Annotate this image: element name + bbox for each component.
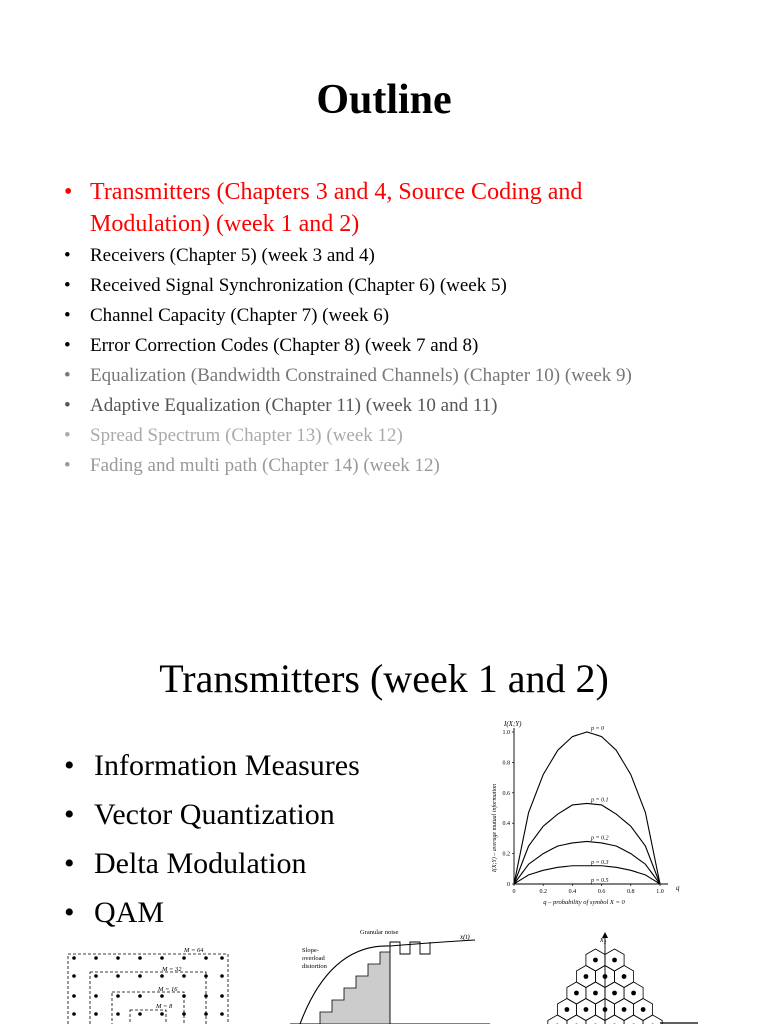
lattice-hexagon bbox=[548, 1015, 567, 1024]
outline-item bbox=[64, 176, 704, 240]
qam-point bbox=[72, 974, 76, 978]
qam-constellation-figure bbox=[60, 940, 240, 1024]
outline-item-text: Adaptive Equalization (Chapter 11) (week 10 and 11) bbox=[90, 395, 498, 416]
qam-point bbox=[116, 956, 120, 960]
qam-boundary-32 bbox=[90, 972, 206, 1024]
lattice-point bbox=[612, 958, 617, 963]
slope-overload-shaded bbox=[320, 952, 390, 1024]
qam-point bbox=[220, 956, 224, 960]
qam-point bbox=[94, 1012, 98, 1016]
qam-point bbox=[138, 974, 142, 978]
lattice-hexagon bbox=[605, 1015, 624, 1024]
mi-series-label: p = 0.1 bbox=[591, 797, 609, 804]
lattice-hexagon bbox=[624, 1015, 643, 1024]
bullet-dot: • bbox=[64, 847, 75, 880]
outline-item-text: Receivers (Chapter 5) (week 3 and 4) bbox=[90, 245, 375, 266]
qam-boundary-16 bbox=[112, 992, 184, 1024]
outline-item bbox=[64, 424, 704, 448]
qam-point bbox=[116, 994, 120, 998]
qam-point bbox=[116, 974, 120, 978]
qam-label-m16: M = 16 bbox=[158, 986, 178, 993]
outline-title: Outline bbox=[316, 77, 452, 123]
qam-point bbox=[116, 1012, 120, 1016]
mi-ylabel-top: I(X;Y) bbox=[504, 720, 522, 728]
outline-item bbox=[64, 364, 704, 388]
transmitters-item bbox=[64, 846, 424, 882]
transmitters-bullet-list bbox=[64, 748, 424, 944]
lattice-point bbox=[641, 1007, 646, 1012]
hexagonal-lattice-figure bbox=[510, 930, 700, 1024]
slope-label-1: Slope- bbox=[302, 947, 319, 954]
bullet-dot: • bbox=[64, 896, 75, 929]
outline-item-text: Equalization (Bandwidth Constrained Channels) (Chapter 10) (week 9) bbox=[90, 365, 632, 386]
qam-label-m32: M = 32 bbox=[162, 966, 182, 973]
qam-point bbox=[138, 994, 142, 998]
qam-boundary-64 bbox=[68, 954, 228, 1024]
lattice-point bbox=[584, 1007, 589, 1012]
mi-x-tick-label: 1.0 bbox=[656, 889, 664, 895]
outline-item-text: Transmitters (Chapters 3 and 4, Source Coding and Modulation) (week 1 and 2) bbox=[90, 179, 583, 237]
mi-y-tick-label: 0 bbox=[507, 882, 510, 888]
qam-point bbox=[182, 956, 186, 960]
outline-item-text: Fading and multi path (Chapter 14) (week 12) bbox=[90, 455, 440, 476]
bullet-dot: • bbox=[64, 179, 73, 205]
mi-y-tick-label: 0.2 bbox=[502, 851, 510, 858]
mi-x-tick-label: 0.6 bbox=[597, 889, 606, 895]
qam-point bbox=[160, 974, 164, 978]
mi-series-line bbox=[514, 732, 660, 884]
bullet-dot: • bbox=[64, 395, 71, 416]
qam-point bbox=[94, 956, 98, 960]
outline-item bbox=[64, 454, 704, 478]
outline-bullet-list bbox=[64, 176, 704, 484]
transmitters-item bbox=[64, 797, 424, 833]
outline-item bbox=[64, 304, 704, 328]
mi-y-tick-label: 0.6 bbox=[502, 790, 510, 797]
qam-constellation-svg bbox=[60, 940, 240, 1024]
qam-point bbox=[182, 974, 186, 978]
outline-item bbox=[64, 334, 704, 358]
transmitters-item bbox=[64, 748, 424, 784]
qam-point bbox=[204, 994, 208, 998]
mi-series-label: p = 0.2 bbox=[591, 835, 609, 842]
outline-item bbox=[64, 394, 704, 418]
bullet-dot: • bbox=[64, 275, 71, 296]
lattice-point bbox=[574, 991, 579, 996]
mi-x-tick-label: 0 bbox=[512, 889, 516, 895]
qam-point bbox=[204, 1012, 208, 1016]
outline-item-text: Error Correction Codes (Chapter 8) (week 7 and 8) bbox=[90, 335, 479, 356]
qam-label-m8: M = 8 bbox=[156, 1003, 173, 1010]
qam-point bbox=[138, 956, 142, 960]
qam-point bbox=[94, 974, 98, 978]
mi-series-label: p = 0 bbox=[591, 726, 605, 732]
lattice-axis-label: x₂ bbox=[600, 935, 607, 944]
qam-point bbox=[72, 1012, 76, 1016]
mi-series-label: p = 0.3 bbox=[591, 859, 609, 866]
bullet-dot: • bbox=[64, 425, 71, 446]
lattice-point bbox=[612, 991, 617, 996]
transmitters-item-text: Delta Modulation bbox=[94, 847, 307, 880]
bullet-dot: • bbox=[64, 798, 75, 831]
lattice-point bbox=[622, 974, 627, 979]
qam-point bbox=[220, 974, 224, 978]
mi-ylabel-side: I(X;Y) – average mutual information bbox=[492, 783, 498, 873]
mi-series-line bbox=[514, 866, 660, 884]
lattice-hexagon bbox=[567, 1015, 586, 1024]
hexagonal-lattice-svg bbox=[510, 930, 700, 1024]
qam-point bbox=[160, 956, 164, 960]
transmitters-title: Transmitters (week 1 and 2) bbox=[159, 656, 609, 701]
slope-label-2: overload bbox=[302, 955, 325, 962]
bullet-dot: • bbox=[64, 305, 71, 326]
mi-x-end-label: q bbox=[676, 884, 680, 892]
outline-item-text: Channel Capacity (Chapter 7) (week 6) bbox=[90, 305, 390, 326]
qam-point bbox=[204, 956, 208, 960]
lattice-point bbox=[631, 991, 636, 996]
qam-point bbox=[138, 1012, 142, 1016]
lattice-point bbox=[593, 991, 598, 996]
outline-item bbox=[64, 274, 704, 298]
mi-series-label: p = 0.5 bbox=[591, 878, 609, 884]
mi-x-tick-label: 0.4 bbox=[568, 889, 577, 895]
qam-point bbox=[160, 994, 164, 998]
bullet-dot: • bbox=[64, 335, 71, 356]
lattice-hexagon bbox=[643, 1015, 662, 1024]
lattice-point bbox=[593, 958, 598, 963]
qam-point bbox=[94, 994, 98, 998]
bullet-dot: • bbox=[64, 245, 71, 266]
lattice-point bbox=[603, 1007, 608, 1012]
qam-point bbox=[220, 1012, 224, 1016]
bullet-dot: • bbox=[64, 365, 71, 386]
transmitters-item-text: Information Measures bbox=[94, 749, 360, 782]
qam-point bbox=[220, 994, 224, 998]
mi-y-tick-label: 0.8 bbox=[502, 760, 510, 767]
delta-modulation-svg bbox=[290, 924, 490, 1024]
mi-series-line bbox=[514, 803, 660, 884]
delta-modulation-figure bbox=[290, 924, 490, 1024]
granular-noise-label: Granular noise bbox=[360, 929, 399, 936]
mutual-information-chart bbox=[484, 718, 684, 908]
slope-label-3: distortion bbox=[302, 963, 327, 970]
qam-label-m64: M = 64 bbox=[184, 947, 204, 954]
qam-point bbox=[160, 1012, 164, 1016]
signal-label: x(t) bbox=[460, 933, 470, 941]
qam-boundary-8 bbox=[130, 1010, 166, 1024]
lattice-point bbox=[622, 1007, 627, 1012]
qam-point bbox=[72, 956, 76, 960]
mi-x-tick-label: 0.8 bbox=[627, 889, 635, 895]
mi-xlabel: q – probability of symbol X = 0 bbox=[543, 899, 625, 906]
lattice-point bbox=[564, 1007, 569, 1012]
qam-point bbox=[182, 994, 186, 998]
mutual-information-svg bbox=[484, 718, 684, 908]
qam-point bbox=[72, 994, 76, 998]
outline-item-text: Spread Spectrum (Chapter 13) (week 12) bbox=[90, 425, 403, 446]
lattice-point bbox=[603, 974, 608, 979]
lattice-point bbox=[584, 974, 589, 979]
transmitters-item-text: QAM bbox=[94, 896, 165, 929]
outline-item bbox=[64, 244, 704, 268]
bullet-dot: • bbox=[64, 455, 71, 476]
mi-y-tick-label: 1.0 bbox=[502, 730, 510, 736]
mi-series-line bbox=[514, 841, 660, 884]
mi-x-tick-label: 0.2 bbox=[539, 889, 547, 895]
mi-y-tick-label: 0.4 bbox=[502, 821, 510, 828]
qam-point bbox=[182, 1012, 186, 1016]
lattice-hexagon bbox=[586, 1015, 605, 1024]
qam-point bbox=[204, 974, 208, 978]
outline-item-text: Received Signal Synchronization (Chapter 6) (week 5) bbox=[90, 275, 507, 296]
transmitters-slide bbox=[0, 560, 768, 1024]
transmitters-item-text: Vector Quantization bbox=[94, 798, 335, 831]
bullet-dot: • bbox=[64, 749, 75, 782]
